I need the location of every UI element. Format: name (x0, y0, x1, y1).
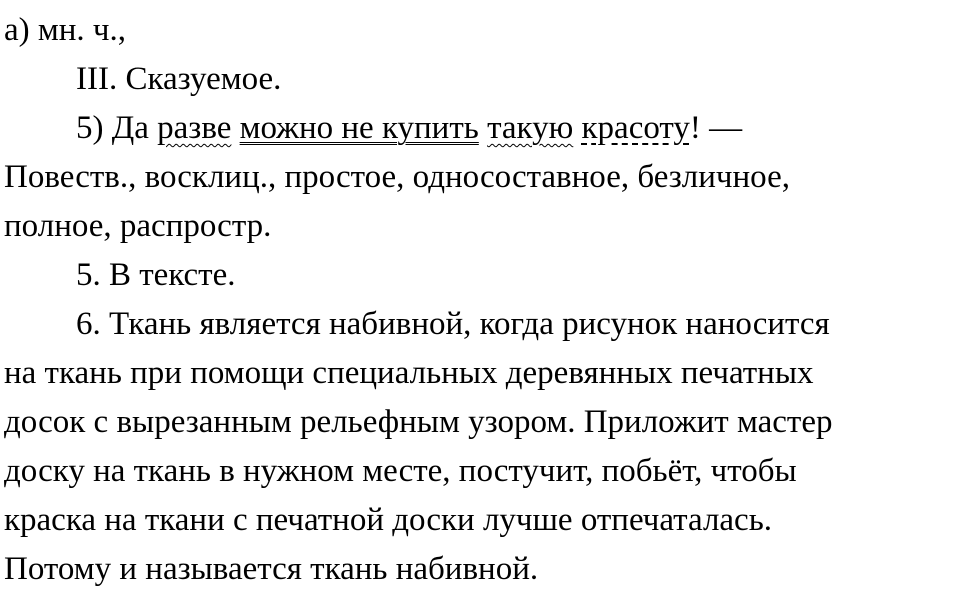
space (479, 110, 487, 146)
text-line: Потому и называется ткань набивной. (4, 551, 539, 587)
sentence-suffix: ! — (689, 110, 743, 146)
document-page (4, 6, 954, 594)
text-line: а) мн. ч., (4, 12, 127, 48)
text-line: доску на ткань в нужном месте, постучит, побьёт, чтобы (4, 453, 797, 489)
space (573, 110, 581, 146)
space (231, 110, 239, 146)
parsed-sentence (4, 104, 954, 153)
word-circumstance: разве (157, 110, 232, 146)
heading-predicate: III. Сказуемое. (76, 61, 282, 97)
sentence-prefix: 5) Да (76, 110, 158, 146)
text-line: краска на ткани с печатной доски лучше отпечаталась. (4, 502, 773, 538)
text-line: досок с вырезанным рельефным узором. Приложит мастер (4, 404, 833, 440)
item-6: 6. Ткань является набивной, когда рисунок наносится (76, 306, 830, 342)
text-line: полное, распростр. (4, 208, 272, 244)
word-predicate: можно не купить (239, 110, 479, 146)
text-line: на ткань при помощи специальных деревянных печатных (4, 355, 814, 391)
word-attribute: такую (487, 110, 574, 146)
word-object: красоту (581, 110, 690, 146)
item-5: 5. В тексте. (76, 257, 236, 293)
text-line: Повеств., восклиц., простое, односоставное, безличное, (4, 159, 790, 195)
